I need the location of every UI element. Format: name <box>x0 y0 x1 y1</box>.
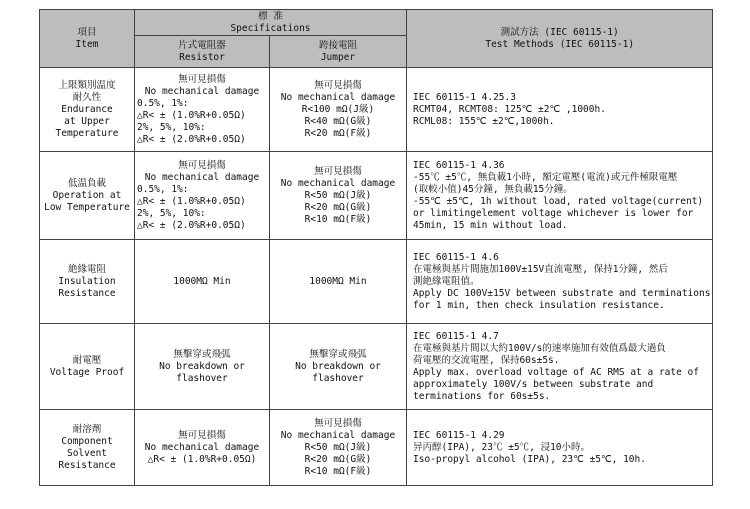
test-header-zh: 測試方法 (IEC 60115-1) <box>500 26 619 38</box>
test-methods-header <box>407 10 713 68</box>
item-header-zh: 項目 <box>77 26 97 38</box>
jumper-spec-cell: 1000MΩ Min <box>270 240 407 324</box>
item-header <box>40 10 135 68</box>
test-method-cell: IEC 60115-1 4.29 异丙醇(IPA), 23℃ ±5℃, 浸10小時。 Iso-propyl alcohol (IPA), 23℃ ±5℃, 10h. <box>407 410 713 486</box>
test-method-cell: IEC 60115-1 4.25.3 RCMT04, RCMT08: 125℃ ±2℃ ,1000h. RCML08: 155℃ ±2℃,1000h. <box>407 68 713 152</box>
test-method-cell: IEC 60115-1 4.36 -55℃ ±5℃, 無負載1小時, 額定電壓(電流)或元件極限電壓 (取較小值)45分鐘, 無負載15分鐘。 -55℃ ±5℃, 1h without load, rated voltage(current) or limitingelement voltage whichever is lower for 45min, 15 min without load. <box>407 152 713 240</box>
table-row <box>40 324 713 410</box>
jumper-header <box>270 36 407 68</box>
specifications-table <box>39 9 713 486</box>
item-cell: 絶緣電阻 Insulation Resistance <box>40 240 135 324</box>
specifications-header <box>135 10 407 36</box>
item-cell: 低温負載 Operation at Low Temperature <box>40 152 135 240</box>
test-method-cell: IEC 60115-1 4.7 在電極與基片間以大約100V/s的速率施加有效值爲最大過負 荷電壓的交流電壓, 保持60s±5s. Apply max. overload voltage of AC RMS at a rate of approximately 100V/s between substrate and terminations for 60s±5s. <box>407 324 713 410</box>
test-method-cell: IEC 60115-1 4.6 在電極與基片間施加100V±15V直流電壓, 保持1分鐘, 然后 測絶緣電阻值。 Apply DC 100V±15V between substrate and terminations for 1 min, then check insulation resistance. <box>407 240 713 324</box>
jumper-header-zh: 跨接電阻 <box>318 39 357 51</box>
resistor-spec-cell: 無可見損傷 No mechanical damage 0.5%, 1%: △R< ± (1.0%R+0.05Ω) 2%, 5%, 10%: △R< ± (2.0%R+0.05Ω) <box>135 68 270 152</box>
item-header-en: Item <box>75 38 99 50</box>
table-row <box>40 410 713 486</box>
jumper-header-en: Jumper <box>320 51 356 63</box>
table-row <box>40 152 713 240</box>
item-cell: 上限類別温度 耐久性 Endurance at Upper Temperature <box>40 68 135 152</box>
resistor-header-en: Resistor <box>179 51 225 63</box>
test-header-en: Test Methods (IEC 60115-1) <box>485 38 635 50</box>
jumper-spec-cell: 無擊穿或飛弧 No breakdown or flashover <box>270 324 407 410</box>
resistor-spec-cell: 無可見損傷 No mechanical damage △R< ± (1.0%R+0.05Ω) <box>135 410 270 486</box>
resistor-header-zh: 片式電阻器 <box>178 39 226 51</box>
spec-header-zh: 標 准 <box>258 10 283 22</box>
resistor-spec-cell: 1000MΩ Min <box>135 240 270 324</box>
resistor-spec-cell: 無擊穿或飛弧 No breakdown or flashover <box>135 324 270 410</box>
table-row <box>40 240 713 324</box>
resistor-spec-cell: 無可見損傷 No mechanical damage 0.5%, 1%: △R< ± (1.0%R+0.05Ω) 2%, 5%, 10%: △R< ± (2.0%R+0.05Ω) <box>135 152 270 240</box>
spec-header-en: Specifications <box>230 22 311 34</box>
item-cell: 耐電壓 Voltage Proof <box>40 324 135 410</box>
jumper-spec-cell: 無可見損傷 No mechanical damage R<100 mΩ(J級) R<40 mΩ(G級) R<20 mΩ(F級) <box>270 68 407 152</box>
jumper-spec-cell: 無可見損傷 No mechanical damage R<50 mΩ(J級) R<20 mΩ(G級) R<10 mΩ(F級) <box>270 152 407 240</box>
jumper-spec-cell: 無可見損傷 No mechanical damage R<50 mΩ(J級) R<20 mΩ(G級) R<10 mΩ(F級) <box>270 410 407 486</box>
table-row <box>40 68 713 152</box>
resistor-header <box>135 36 270 68</box>
item-cell: 耐溶劑 Component Solvent Resistance <box>40 410 135 486</box>
